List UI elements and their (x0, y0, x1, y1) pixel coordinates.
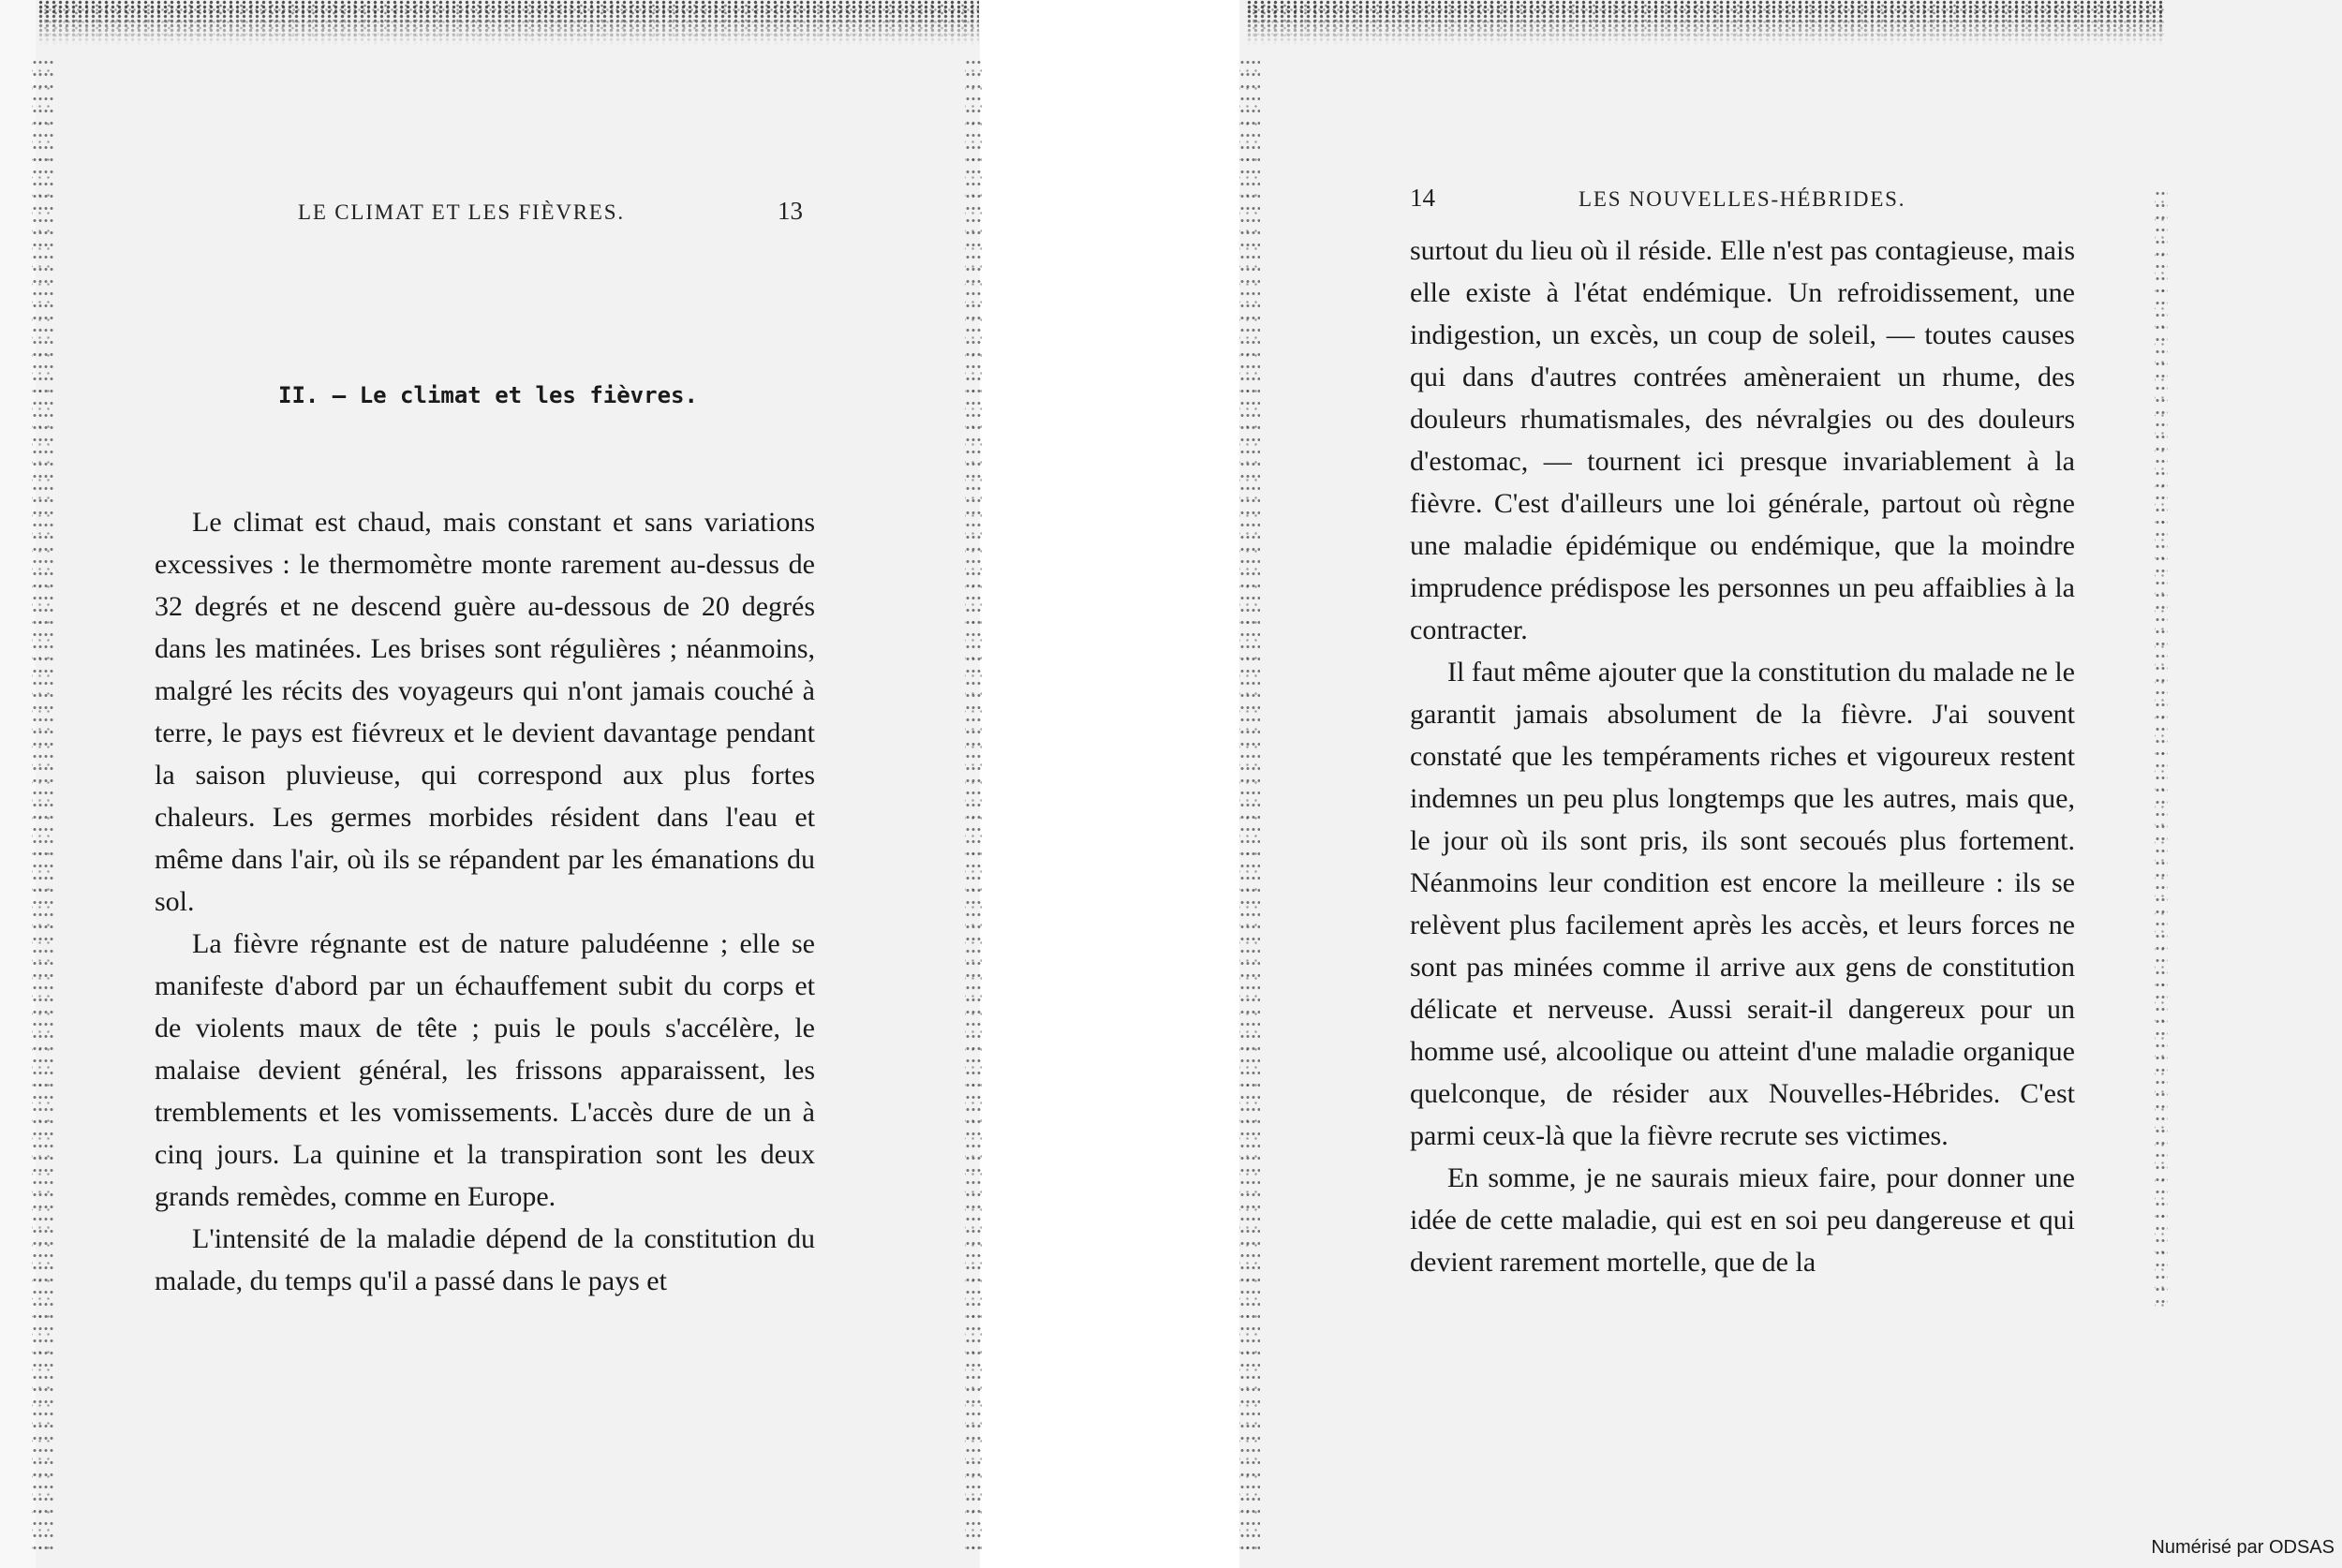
left-paragraph-3: L'intensité de la maladie dépend de la constitution du malade, du temps qu'il a passé dans le pays et (155, 1223, 815, 1296)
right-inner-edge-noise (1239, 56, 1260, 1555)
left-running-head: LE CLIMAT ET LES FIÈVRES. (298, 200, 625, 224)
left-inner-edge-noise (965, 56, 982, 1555)
right-top-edge-noise (1246, 0, 2164, 45)
right-paragraph-2: Il faut même ajouter que la constitution du malade ne le garantit jamais absolument de la fièvre. J'ai souvent constaté que les tempéraments riches et vigoureux restent indemnes un peu plus longtemps que les autres, mais que, le jour où ils sont pris, ils sont secoués plus fortement. Néanmoins leur condition est encore la meilleure : ils se relèvent plus facilement après les accès, et leurs forces ne sont pas minées comme il arrive aux gens de constitution délicate et nerveuse. Aussi serait-il dangereux pour un homme usé, alcoolique ou atteint d'une maladie organique quelconque, de résider aux Nouvelles-Hébrides. C'est parmi ceux-là que la fièvre recrute ses victimes. (1410, 657, 2075, 1151)
right-body-text (1410, 229, 2075, 1283)
page-gutter (980, 0, 1239, 1568)
left-top-edge-noise (37, 0, 979, 45)
left-body-text (155, 501, 815, 1302)
right-running-head: LES NOUVELLES-HÉBRIDES. (1579, 187, 1906, 211)
left-paragraph-1: Le climat est chaud, mais constant et sans variations excessives : le thermomètre monte rarement au-dessus de 32 degrés et ne descend guère au-dessous de 20 degrés dans les matinées. Les brises sont régulières ; néanmoins, malgré les récits des voyageurs qui n'ont jamais couché à terre, le pays est fiévreux et le devient davantage pendant la saison pluvieuse, qui correspond aux plus fortes chaleurs. Les germes morbides résident dans l'eau et même dans l'air, où ils se répandent par les émanations du sol. (155, 507, 815, 917)
section-heading: II. — Le climat et les fièvres. (278, 382, 698, 408)
digitization-credit: Numérisé par ODSAS (2151, 1537, 2335, 1558)
right-paragraph-3: En somme, je ne saurais mieux faire, pour donner une idée de cette maladie, qui est en soi peu dangereuse et qui devient rarement mortelle, que de la (1410, 1162, 2075, 1278)
right-outer-edge-noise (2155, 187, 2168, 1311)
right-page-number: 14 (1410, 184, 1435, 212)
left-page-number: 13 (778, 197, 803, 225)
right-paragraph-1: surtout du lieu où il réside. Elle n'est pas contagieuse, mais elle existe à l'état endémique. Un refroidissement, une indigestion, un excès, un coup de soleil, — toutes causes qui dans d'autres contrées amèneraient un rhume, des douleurs rhumatismales, des névralgies ou des douleurs d'estomac, — tournent ici presque invariablement à la fièvre. C'est d'ailleurs une loi générale, partout où règne une maladie épidémique ou endémique, que la moindre imprudence prédispose les personnes un peu affaiblies à la contracter. (1410, 235, 2075, 645)
left-outer-edge-noise (32, 56, 54, 1555)
left-paragraph-2: La fièvre régnante est de nature paludéenne ; elle se manifeste d'abord par un échauffement subit du corps et de violents maux de tête ; puis le pouls s'accélère, le malaise devient général, les frissons apparaissent, les tremblements et les vomissements. L'accès dure de un à cinq jours. La quinine et la transpiration sont les deux grands remèdes, comme en Europe. (155, 928, 815, 1212)
